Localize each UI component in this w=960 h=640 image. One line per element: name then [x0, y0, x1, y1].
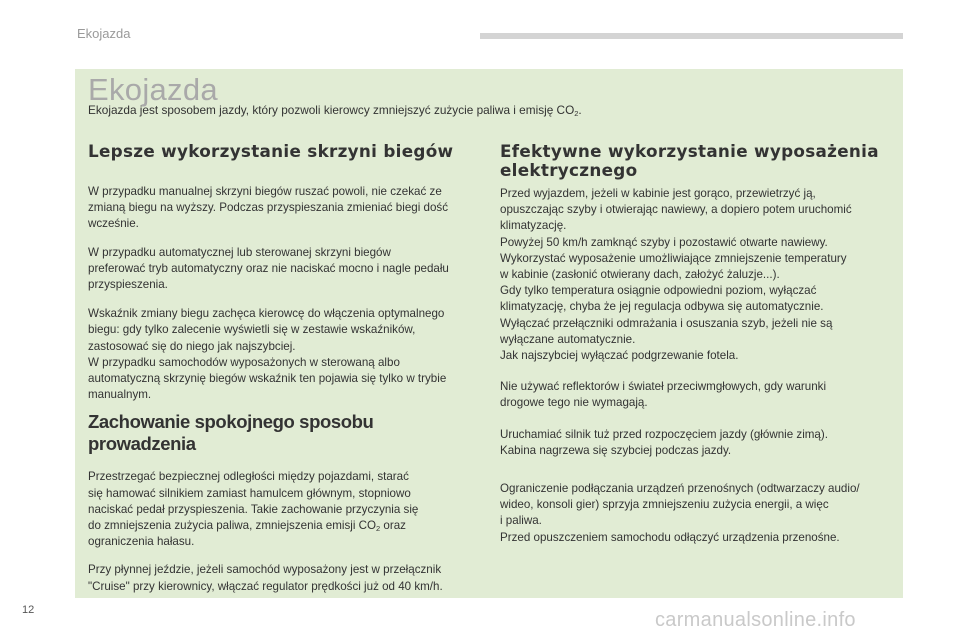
paragraph-portable-devices: Ograniczenie podłączania urządzeń przenośnych (odtwarzaczy audio/ wideo, konsoli gier) sprzyja zmniejszeniu zużycia energii, a więc i paliwa. Przed opuszczeniem samochodu odłączyć urządzenia przenośne.: [500, 482, 860, 544]
heading-electrical-equipment: Efektywne wykorzystanie wyposażenia elektrycznego: [500, 141, 879, 180]
watermark: carmanualsonline.info: [655, 609, 856, 631]
paragraph-safe-distance: Przestrzegać bezpiecznej odległości między pojazdami, starać się hamować silnikiem zamiast hamulcem głównym, stopniowo naciskać pedał przyspieszenia. Takie zachowanie przyczynia się do zmniejszenia zużycia paliwa, zmniejszenia emisji $CO_2$ oraz ograniczenia hałasu.: [88, 470, 419, 549]
page-number: 12: [22, 604, 35, 616]
paragraph-air-conditioning: Przed wyjazdem, jeżeli w kabinie jest gorąco, przewietrzyć ją, opuszczając szyby i otwierając nawiewy, a dopiero potem uruchomić klimatyzację. Powyżej 50 km/h zamknąć szyby i pozostawić otwarte nawiewy. Wykorzystać wyposażenie umożliwiające zmniejszenie temperatury w kabinie (zasłonić otwierany dach, założyć żaluzje...). Gdy tylko temperatura osiągnie odpowiedni poziom, wyłączać klimatyzację, chyba że jej regulacja odbywa się automatycznie. Wyłączać przełączniki odmrażania i osuszania szyb, jeżeli nie są wyłączane automatycznie. Jak najszybciej wyłączać podgrzewanie fotela.: [500, 187, 852, 363]
paragraph-automatic-gearbox: W przypadku automatycznej lub sterowanej skrzyni biegów preferować tryb automatyczny oraz nie naciskać mocno i nagle pedału przyspieszenia.: [88, 245, 449, 292]
left-column: [88, 142, 480, 595]
paragraph-engine-start: Uruchamiać silnik tuż przed rozpoczęciem jazdy (głównie zimą). Kabina nagrzewa się szybciej podczas jazdy.: [500, 427, 828, 457]
paragraph-gear-indicator: Wskaźnik zmiany biegu zachęca kierowcę do włączenia optymalnego biegu: gdy tylko zalecenie wyświetli się w zestawie wskaźników, zastosować się do niego jak najszybciej. W przypadku samochodów wyposażonych w sterowaną albo automatyczną skrzynię biegów wskaźnik ten pojawia się tylko w trybie manualnym.: [88, 307, 447, 402]
page-title: Ekojazda: [88, 72, 218, 107]
heading-gearbox: Lepsze wykorzystanie skrzyni biegów: [88, 141, 454, 161]
right-column: [500, 142, 895, 546]
intro-text: Ekojazda jest sposobem jazdy, który pozwoli kierowcy zmniejszyć zużycie paliwa i emisję $CO_2$.: [88, 103, 582, 118]
paragraph-manual-gearbox: W przypadku manualnej skrzyni biegów ruszać powoli, nie czekać ze zmianą biegu na wyższy. Podczas przyspieszania zmieniać biegi dość wcześnie.: [88, 185, 449, 231]
paragraph-fog-lights: Nie używać reflektorów i świateł przeciwmgłowych, gdy warunki drogowe tego nie wymagają.: [500, 380, 827, 410]
running-header: Ekojazda: [77, 26, 131, 41]
heading-calm-driving: Zachowanie spokojnego sposobu prowadzenia: [88, 411, 374, 455]
header-rule: [480, 33, 903, 39]
paragraph-cruise-control: Przy płynnej jeździe, jeżeli samochód wyposażony jest w przełącznik "Cruise" przy kierownicy, włączać regulator prędkości już od 40 km/h.: [88, 563, 443, 593]
